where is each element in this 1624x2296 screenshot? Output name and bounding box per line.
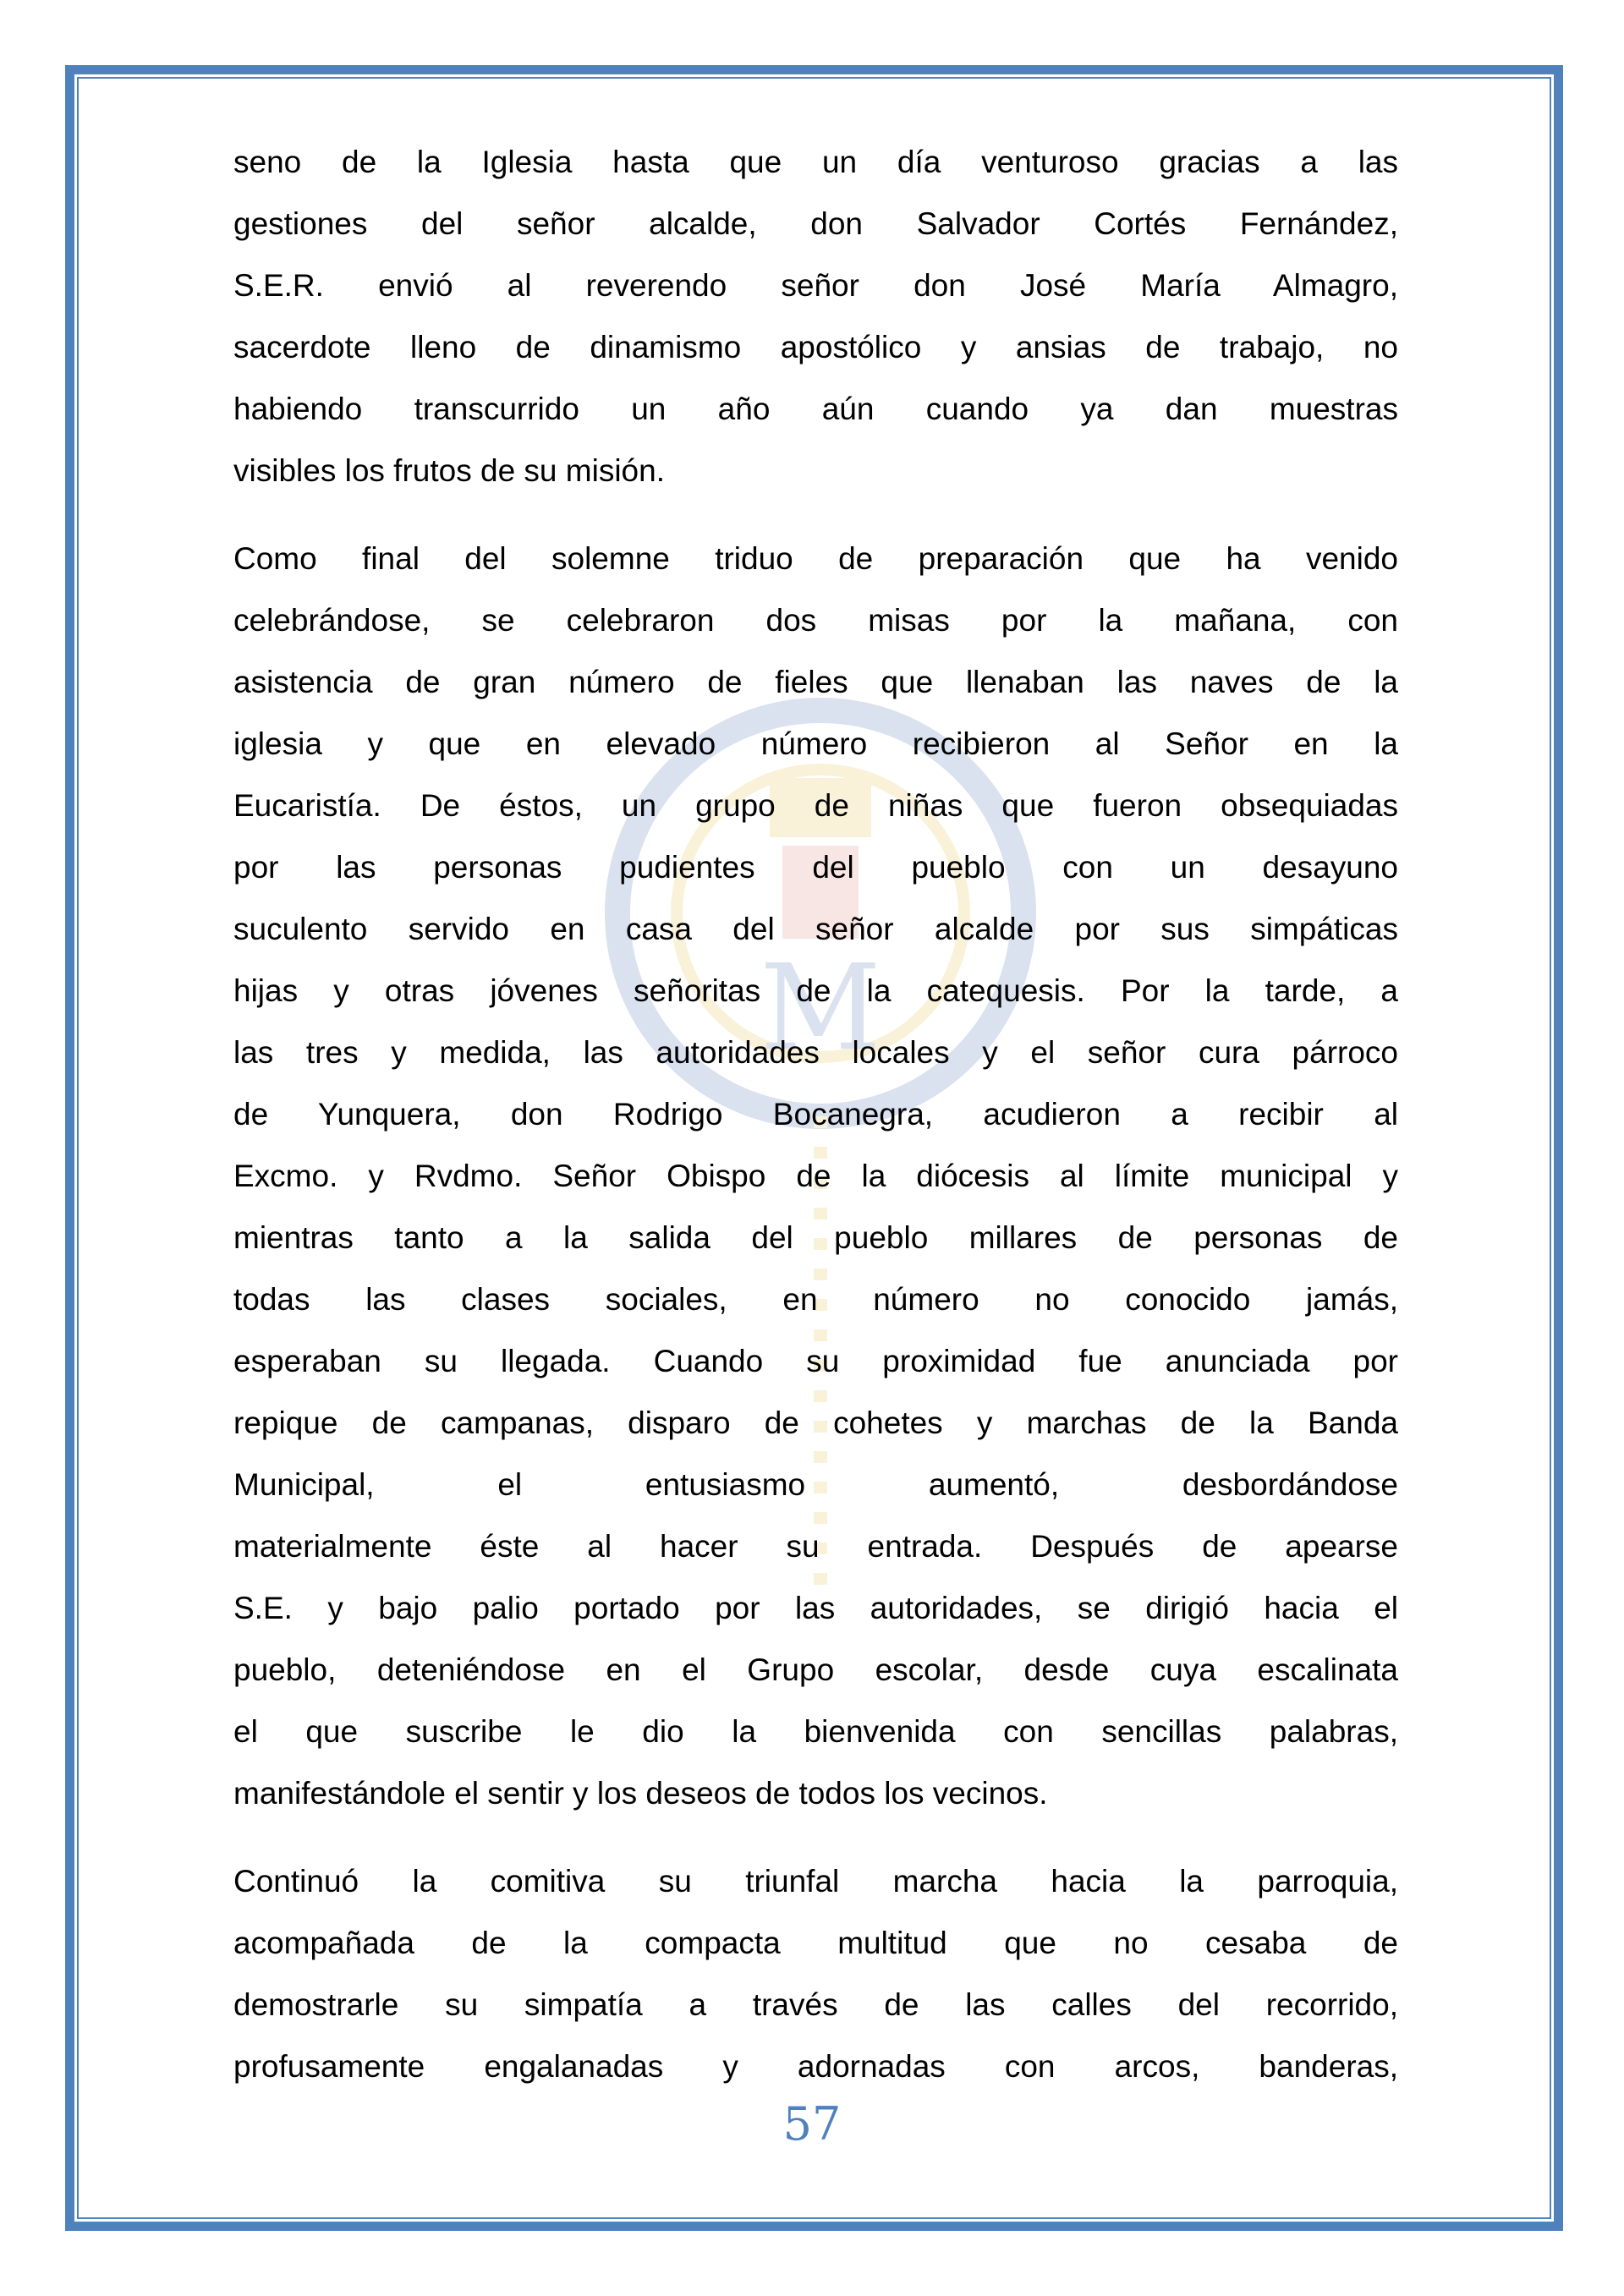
text-line: repique de campanas, disparo de cohetes y marchas de la Banda [233,1406,1398,1440]
text-line: mientras tanto a la salida del pueblo millares de personas de [233,1220,1398,1255]
text-line: manifestándole el sentir y los deseos de todos los vecinos. [233,1776,1048,1811]
text-line: Municipal, el entusiasmo aumentó, desbordándose [233,1467,1398,1502]
text-line: habiendo transcurrido un año aún cuando ya dan muestras [233,392,1398,426]
text-line: Eucaristía. De éstos, un grupo de niñas que fueron obsequiadas [233,788,1398,823]
text-line: pueblo, deteniéndose en el Grupo escolar, desde cuya escalinata [233,1652,1398,1687]
text-line: celebrándose, se celebraron dos misas por la mañana, con [233,603,1398,638]
text-line: por las personas pudientes del pueblo con un desayuno [233,850,1398,885]
text-line: profusamente engalanadas y adornadas con arcos, banderas, [233,2049,1398,2084]
paragraph [233,131,1398,501]
text-line: materialmente éste al hacer su entrada. Después de apearse [233,1529,1398,1564]
text-line: Como final del solemne triduo de preparación que ha venido [233,541,1398,576]
text-line: S.E. y bajo palio portado por las autoridades, se dirigió hacia el [233,1591,1398,1625]
text-line: seno de la Iglesia hasta que un día venturoso gracias a las [233,145,1398,179]
text-line: S.E.R. envió al reverendo señor don José María Almagro, [233,268,1398,303]
text-line: acompañada de la compacta multitud que no cesaba de [233,1926,1398,1960]
text-line: Continuó la comitiva su triunfal marcha hacia la parroquia, [233,1864,1398,1899]
text-line: asistencia de gran número de fieles que llenaban las naves de la [233,665,1398,699]
text-line: de Yunquera, don Rodrigo Bocanegra, acudieron a recibir al [233,1097,1398,1132]
paragraph [233,528,1398,1824]
text-line: sacerdote lleno de dinamismo apostólico y ansias de trabajo, no [233,330,1398,364]
svg-text:M: M [760,940,881,1077]
text-line: las tres y medida, las autoridades locales y el señor cura párroco [233,1035,1398,1070]
text-line: demostrarle su simpatía a través de las calles del recorrido, [233,1987,1398,2022]
text-line: suculento servido en casa del señor alcalde por sus simpáticas [233,912,1398,946]
body-text [233,131,1398,2123]
text-line: hijas y otras jóvenes señoritas de la catequesis. Por la tarde, a [233,973,1398,1008]
text-line: el que suscribe le dio la bienvenida con sencillas palabras, [233,1714,1398,1749]
text-line: visibles los frutos de su misión. [233,453,665,488]
text-line: iglesia y que en elevado número recibieron al Señor en la [233,726,1398,761]
text-line: gestiones del señor alcalde, don Salvador Cortés Fernández, [233,206,1398,241]
text-line: Excmo. y Rvdmo. Señor Obispo de la diócesis al límite municipal y [233,1159,1398,1193]
page-number: 57 [782,2097,842,2151]
paragraph [233,1850,1398,2097]
text-line: esperaban su llegada. Cuando su proximidad fue anunciada por [233,1344,1398,1378]
text-line: todas las clases sociales, en número no conocido jamás, [233,1282,1398,1317]
